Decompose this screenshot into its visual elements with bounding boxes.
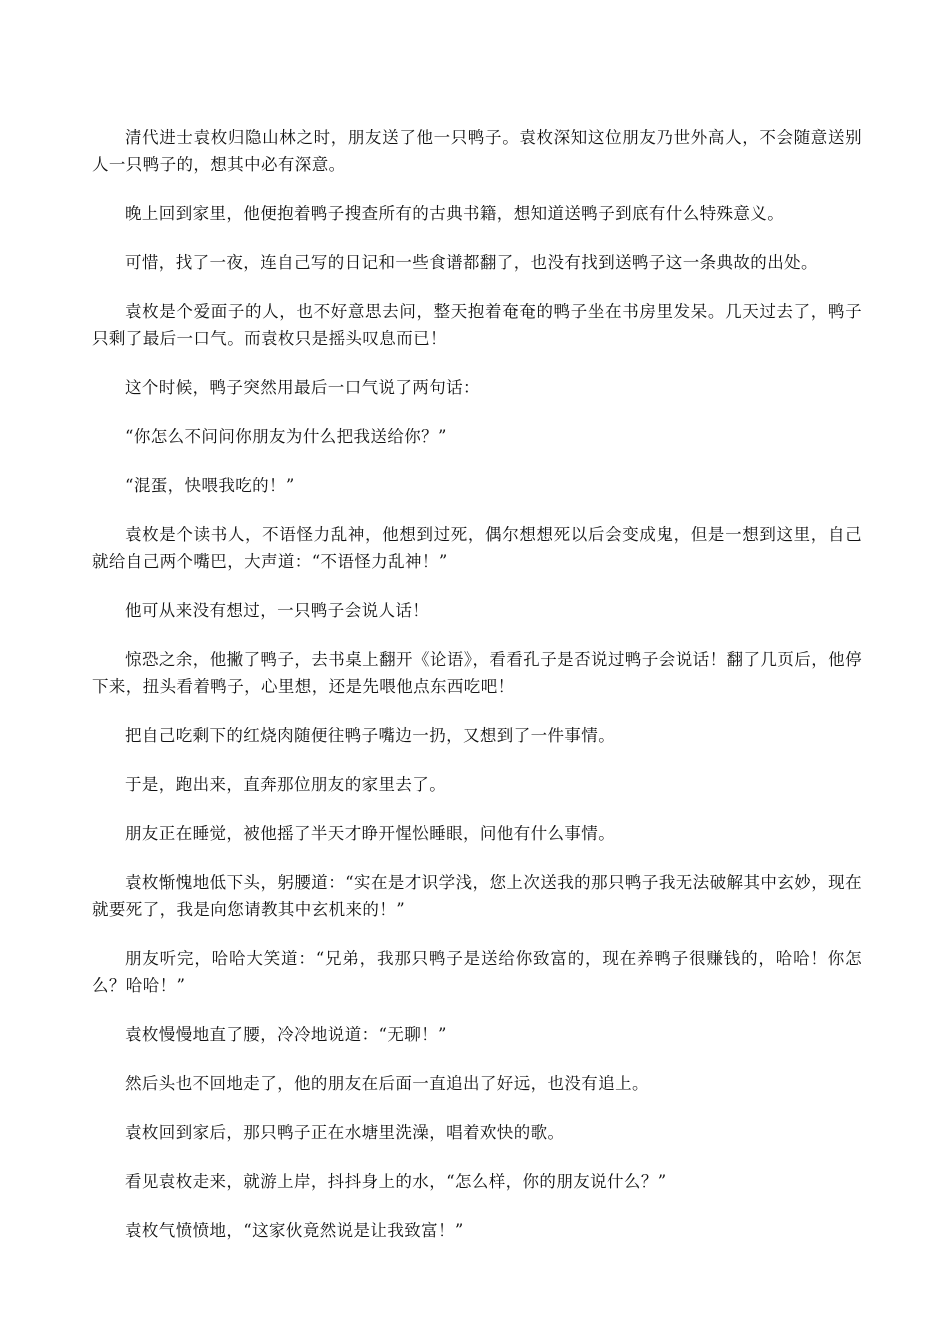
paragraph: “混蛋，快喂我吃的！” [125,476,295,495]
paragraph: 于是，跑出来，直奔那位朋友的家里去了。 [125,775,447,794]
paragraph: 然后头也不回地走了，他的朋友在后面一直追出了好远，也没有追上。 [125,1074,649,1093]
paragraph: 朋友听完，哈哈大笑道：“兄弟，我那只鸭子是送给你致富的，现在养鸭子很赚钱的，哈哈！你怎么？哈哈！” [92,949,862,995]
paragraph: 晚上回到家里，他便抱着鸭子搜查所有的古典书籍，想知道送鸭子到底有什么特殊意义。 [125,204,785,223]
paragraph: 把自己吃剩下的红烧肉随便往鸭子嘴边一扔，又想到了一件事情。 [125,726,616,745]
paragraph: 他可从来没有想过，一只鸭子会说人话！ [125,601,430,620]
document-page [92,124,862,1266]
paragraph: 这个时候，鸭子突然用最后一口气说了两句话： [125,378,480,397]
paragraph: 袁枚气愤愤地，“这家伙竟然说是让我致富！” [125,1221,464,1240]
paragraph: 看见袁枚走来，就游上岸，抖抖身上的水，“怎么样，你的朋友说什么？” [125,1172,667,1191]
paragraph: 朋友正在睡觉，被他摇了半天才睁开惺忪睡眼，问他有什么事情。 [125,824,616,843]
paragraph: 惊恐之余，他撇了鸭子，去书桌上翻开《论语》，看看孔子是否说过鸭子会说话！翻了几页后，他停下来，扭头看着鸭子，心里想，还是先喂他点东西吃吧！ [92,650,862,696]
paragraph: 袁枚慢慢地直了腰，冷冷地说道：“无聊！” [125,1025,447,1044]
paragraph: 袁枚是个爱面子的人，也不好意思去问，整天抱着奄奄的鸭子坐在书房里发呆。几天过去了，鸭子只剩了最后一口气。而袁枚只是摇头叹息而已！ [92,302,862,348]
paragraph: 袁枚回到家后，那只鸭子正在水塘里洗澡，唱着欢快的歌。 [125,1123,565,1142]
paragraph: 可惜，找了一夜，连自己写的日记和一些食谱都翻了，也没有找到送鸭子这一条典故的出处。 [125,253,818,272]
paragraph: “你怎么不问问你朋友为什么把我送给你？” [125,427,447,446]
paragraph: 袁枚惭愧地低下头，躬腰道：“实在是才识学浅，您上次送我的那只鸭子我无法破解其中玄妙，现在就要死了，我是向您请教其中玄机来的！” [92,873,862,919]
paragraph: 清代进士袁枚归隐山林之时，朋友送了他一只鸭子。袁枚深知这位朋友乃世外高人，不会随意送别人一只鸭子的，想其中必有深意。 [92,128,862,174]
paragraph: 袁枚是个读书人，不语怪力乱神，他想到过死，偶尔想想死以后会变成鬼，但是一想到这里，自己就给自己两个嘴巴，大声道：“不语怪力乱神！” [92,525,862,571]
